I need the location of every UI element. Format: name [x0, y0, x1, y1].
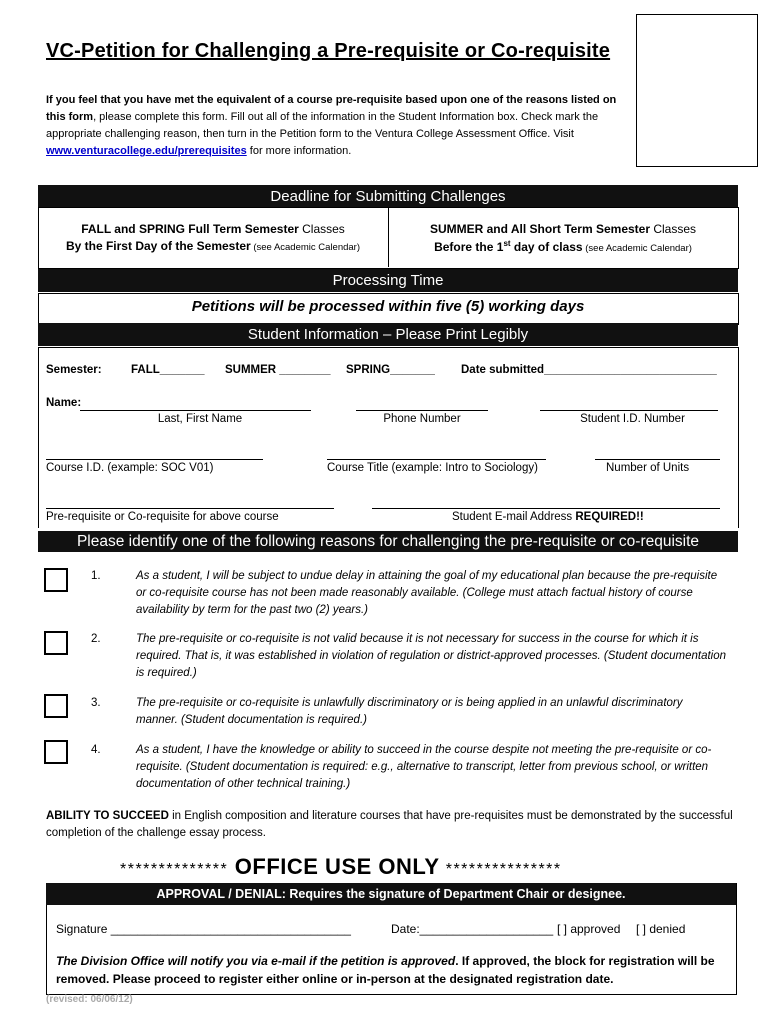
fall-spring-deadline: By the First Day of the Semester — [65, 239, 251, 253]
course-title-caption: Course Title (example: Intro to Sociology) — [327, 462, 538, 474]
office-stars-left: ************** — [120, 861, 229, 878]
summer-title: SUMMER and All Short Term Semester — [429, 222, 651, 236]
student-info-header: Student Information – Please Print Legibly — [38, 323, 738, 346]
reason-4-checkbox[interactable] — [44, 740, 68, 764]
prerequisites-link[interactable]: www.venturacollege.edu/prerequisites — [46, 145, 247, 157]
ability-bold: ABILITY TO SUCCEED — [46, 810, 169, 822]
email-line[interactable] — [372, 508, 720, 509]
page-title: VC-Petition for Challenging a Pre-requisite or Co-requisite — [46, 40, 611, 62]
ability-to-succeed-note — [46, 808, 736, 842]
reason-2-checkbox[interactable] — [44, 631, 68, 655]
deadline-summer — [390, 222, 736, 254]
fall-spring-calendar-note: (see Academic Calendar) — [250, 242, 361, 253]
name-line[interactable] — [80, 410, 311, 411]
summer-calendar-note: (see Academic Calendar) — [582, 243, 692, 254]
date-field[interactable]: Date:____________________ — [391, 922, 554, 936]
date-submitted-field[interactable]: Date submitted___________________________ — [461, 364, 717, 376]
last-first-caption: Last, First Name — [157, 413, 243, 425]
approved-option[interactable]: [ ] approved — [557, 922, 621, 936]
approval-header: APPROVAL / DENIAL: Requires the signature of Department Chair or designee. — [46, 883, 736, 905]
processing-text: Petitions will be processed within five (5) working days — [191, 298, 585, 315]
ability-text: in English composition and literature courses that have pre-requisites must be demonstrated by the successful completion of the challenge essay process. — [46, 810, 733, 839]
semester-spring-field[interactable]: SPRING_______ — [346, 364, 435, 376]
intro-text: , please complete this form. Fill out all of the information in the Student Information box. Check mark the appropriate challenging reason, then turn in the Petition form to the Ventura College Assessment Office. Visit — [46, 111, 599, 140]
reason-3-number: 3. — [91, 697, 101, 709]
revised-date: (revised: 06/06/12) — [46, 994, 133, 1005]
prereq-line[interactable] — [46, 508, 334, 509]
name-label: Name: — [46, 397, 82, 409]
office-use-heading — [120, 854, 562, 880]
photo-box — [636, 14, 758, 167]
summer-deadline: Before the 1 — [434, 240, 504, 254]
phone-line[interactable] — [356, 410, 488, 411]
summer-deadline-day: day of class — [510, 240, 583, 254]
summer-deadline-sup: st — [503, 239, 511, 248]
reason-2-text: The pre-requisite or co-requisite is not valid because it is not necessary for success in the course for which it is required. That is, it was established in violation of regulation or district-approved processes. (Student documentation is required.) — [136, 633, 727, 679]
email-required: REQUIRED!! — [575, 511, 644, 523]
semester-summer-field[interactable]: SUMMER ________ — [225, 364, 331, 376]
reason-4-number: 4. — [91, 744, 101, 756]
notify-italic: The Division Office will notify you via e-mail if the petition is approved — [56, 954, 456, 968]
summer-classes: Classes — [650, 222, 697, 236]
fall-spring-classes: Classes — [298, 222, 345, 236]
course-id-caption: Course I.D. (example: SOC V01) — [46, 462, 214, 474]
reason-4-text: As a student, I have the knowledge or ability to succeed in the course despite not meeting the pre-requisite or co-requisite. (Student documentation is required: e.g., alternative to transcript, letter from previous school, or written documentation of other technical training.) — [136, 744, 712, 790]
deadline-fall-spring — [40, 222, 386, 253]
reasons-header: Please identify one of the following reasons for challenging the pre-requisite or co-requisite — [38, 531, 738, 552]
intro-paragraph — [46, 92, 626, 160]
office-stars-right: *************** — [445, 861, 562, 878]
student-id-caption: Student I.D. Number — [580, 413, 685, 425]
reason-2-number: 2. — [91, 633, 101, 645]
course-id-line[interactable] — [46, 459, 263, 460]
semester-label: Semester: — [46, 364, 102, 376]
reason-1-number: 1. — [91, 570, 101, 582]
prereq-caption: Pre-requisite or Co-requisite for above course — [46, 511, 279, 523]
reason-3-text: The pre-requisite or co-requisite is unlawfully discriminatory or is being applied in an unlawful discriminatory manner. (Student documentation is required.) — [136, 697, 683, 726]
processing-header: Processing Time — [38, 269, 738, 292]
reason-3-checkbox[interactable] — [44, 694, 68, 718]
units-line[interactable] — [595, 459, 720, 460]
notify-text: . If approved, the block for registration will be removed. Please proceed to register either online or in-person at the designated registration date. — [56, 954, 715, 986]
reason-1-checkbox[interactable] — [44, 568, 68, 592]
student-id-line[interactable] — [540, 410, 718, 411]
course-title-line[interactable] — [327, 459, 546, 460]
units-caption: Number of Units — [606, 462, 690, 474]
semester-fall-field[interactable]: FALL_______ — [131, 364, 205, 376]
intro-tail: for more information. — [246, 145, 352, 157]
notification-note — [56, 952, 730, 988]
email-caption — [452, 511, 644, 523]
fall-spring-title: FALL and SPRING Full Term Semester — [81, 222, 299, 236]
phone-caption: Phone Number — [383, 413, 461, 425]
reason-1-text: As a student, I will be subject to undue delay in attaining the goal of my educational plan because the pre-requisite or co-requisite course has not been made reasonably available. (College must attach factual history of course availability by term for the past two (2) years.) — [136, 570, 718, 616]
deadline-header: Deadline for Submitting Challenges — [38, 185, 738, 208]
deadline-divider — [388, 207, 389, 267]
office-use-label: OFFICE USE ONLY — [228, 854, 446, 879]
denied-option[interactable]: [ ] denied — [636, 922, 686, 936]
email-caption-text: Student E-mail Address — [452, 511, 576, 523]
signature-field[interactable]: Signature ____________________________________ — [56, 922, 351, 936]
intro-bold-lead: If you feel that you have met the equivalent of a course pre-requisite based upon one of the reasons listed on this form — [46, 94, 617, 123]
